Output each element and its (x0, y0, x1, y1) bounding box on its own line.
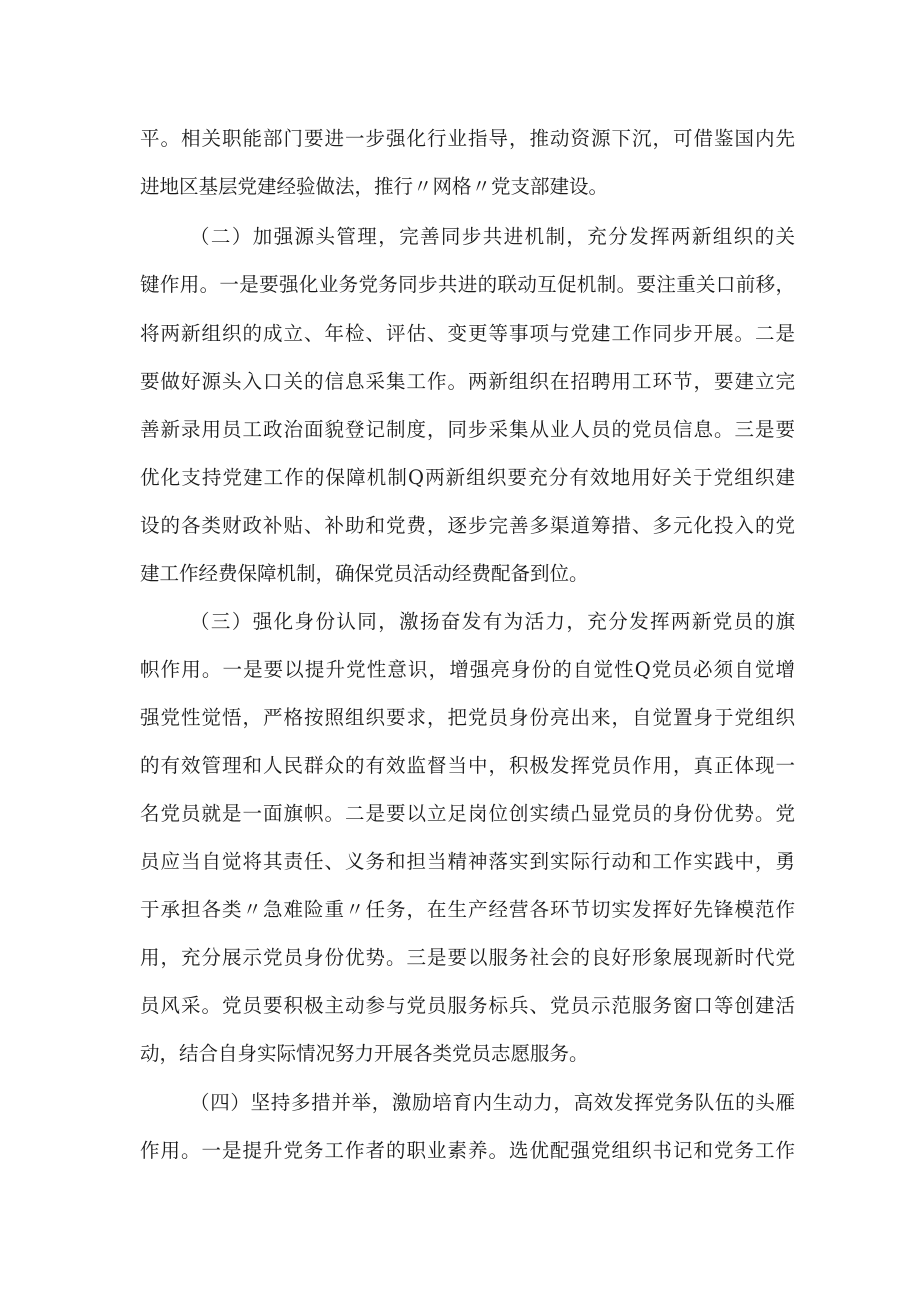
text-line: （三）强化身份认同，激扬奋发有为活力，充分发挥两新党员的旗 (190, 610, 795, 633)
text-line: 员风采。党员要积极主动参与党员服务标兵、党员示范服务窗口等创建活 (140, 994, 795, 1017)
text-line: 进地区基层党建经验做法，推行〃网格〃党支部建设。 (140, 175, 609, 198)
text-line: 帜作用。一是要以提升党性意识，增强亮身份的自觉性Q党员必须自觉增 (140, 658, 795, 681)
text-line: 员应当自觉将其责任、义务和担当精神落实到实际行动和工作实践中，勇 (140, 850, 795, 873)
text-line: 强党性觉悟，严格按照组织要求，把党员身份亮出来，自觉置身于党组织 (140, 706, 795, 729)
text-line: 平。相关职能部门要进一步强化行业指导，推动资源下沉，可借鉴国内先 (140, 127, 795, 150)
text-line: 名党员就是一面旗帜。二是要以立足岗位创实绩凸显党员的身份优势。党 (140, 802, 795, 825)
text-line: （二）加强源头管理，完善同步共进机制，充分发挥两新组织的关 (190, 225, 795, 248)
text-line: （四）坚持多措并举，激励培育内生动力，高效发挥党务队伍的头雁 (190, 1091, 795, 1114)
text-line: 要做好源头入口关的信息采集工作。两新组织在招聘用工环节，要建立完 (140, 370, 795, 393)
text-line: 建工作经费保障机制，确保党员活动经费配备到位。 (140, 562, 589, 585)
text-line: 键作用。一是要强化业务党务同步共进的联动互促机制。要注重关口前移， (140, 273, 795, 296)
text-line: 作用。一是提升党务工作者的职业素养。选优配强党组织书记和党务工作 (140, 1139, 795, 1162)
text-line: 将两新组织的成立、年检、评估、变更等事项与党建工作同步开展。二是 (140, 322, 795, 345)
text-line: 优化支持党建工作的保障机制Q两新组织要充分有效地用好关于党组织建 (140, 466, 795, 489)
text-line: 的有效管理和人民群众的有效监督当中，积极发挥党员作用，真正体现一 (140, 754, 795, 777)
text-line: 用，充分展示党员身份优势。三是要以服务社会的良好形象展现新时代党 (140, 946, 795, 969)
text-line: 设的各类财政补贴、补助和党费，逐步完善多渠道筹措、多元化投入的党 (140, 514, 795, 537)
text-line: 于承担各类〃急难险重〃任务，在生产经营各环节切实发挥好先锋模范作 (140, 898, 795, 921)
text-line: 动，结合自身实际情况努力开展各类党员志愿服务。 (140, 1042, 589, 1065)
text-line: 善新录用员工政治面貌登记制度，同步采集从业人员的党员信息。三是要 (140, 418, 795, 441)
